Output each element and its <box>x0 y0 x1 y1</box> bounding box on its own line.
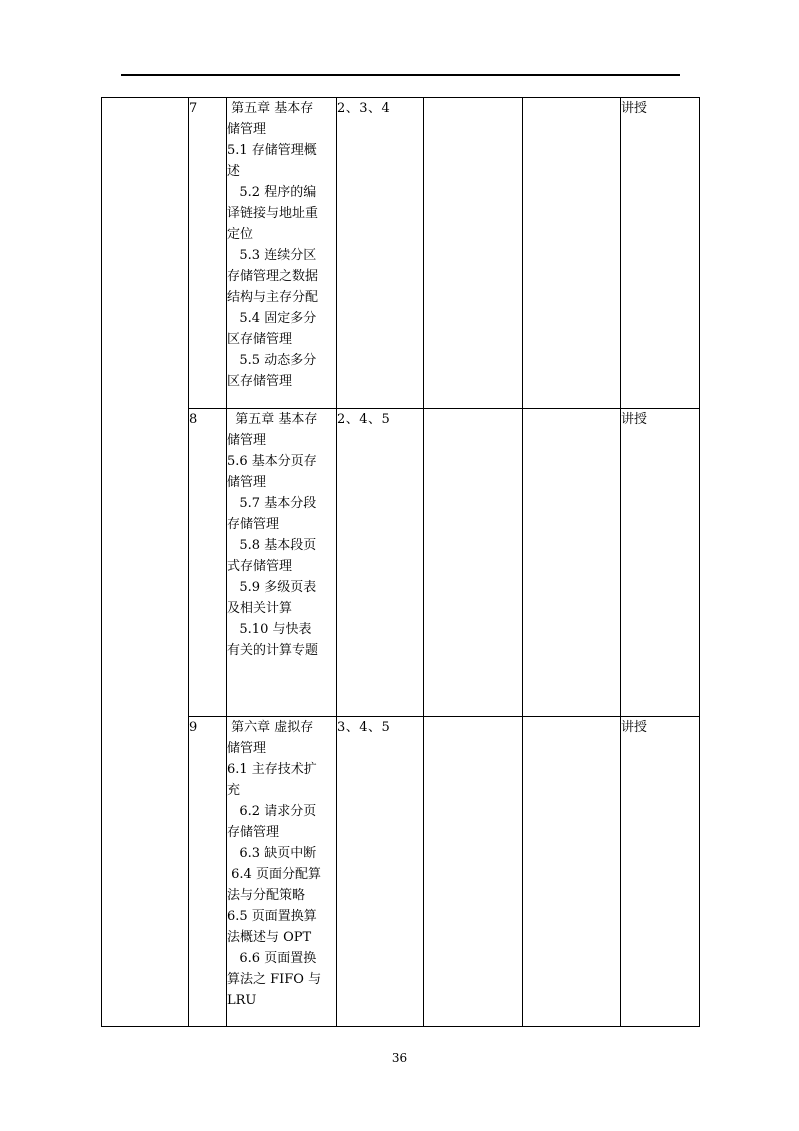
content-line: 6.1 主存技术扩 <box>227 762 317 777</box>
content-line: 5.2 程序的编 <box>227 185 317 200</box>
week-number: 8 <box>189 409 227 717</box>
objectives-cell: 3、4、5 <box>337 717 424 1027</box>
content-line: 6.6 页面置换 <box>227 951 317 966</box>
content-line: 6.5 页面置换算 <box>227 909 317 924</box>
table-row <box>102 409 700 717</box>
content-line: 储管理 <box>227 741 267 756</box>
content-line: 式存储管理 <box>227 559 293 574</box>
content-line: 储管理 <box>227 475 267 490</box>
content-line: 第六章 虚拟存 <box>227 720 314 735</box>
content-line: 译链接与地址重 <box>227 206 319 221</box>
content-line: 6.2 请求分页 <box>227 804 317 819</box>
content-line: 定位 <box>227 227 254 242</box>
content-line: 6.4 页面分配算 <box>227 867 321 882</box>
table-row <box>102 98 700 409</box>
content-line: 及相关计算 <box>227 601 293 616</box>
content-line: 有关的计算专题 <box>227 643 319 658</box>
content-line: 述 <box>227 164 241 179</box>
empty-cell <box>523 717 621 1027</box>
objectives-cell: 2、3、4 <box>337 98 424 409</box>
table-row <box>102 717 700 1027</box>
content-line: 5.6 基本分页存 <box>227 454 317 469</box>
empty-cell <box>424 409 523 717</box>
empty-cell <box>424 98 523 409</box>
content-cell <box>227 717 337 1027</box>
content-line: 5.3 连续分区 <box>227 248 317 263</box>
header-rule <box>121 74 680 76</box>
empty-cell <box>523 409 621 717</box>
empty-cell <box>424 717 523 1027</box>
content-line: 法概述与 OPT <box>227 930 312 945</box>
content-line: 5.1 存储管理概 <box>227 143 317 158</box>
method-cell: 讲授 <box>621 409 700 717</box>
week-number: 9 <box>189 717 227 1027</box>
content-line: 第五章 基本存 <box>227 412 318 427</box>
content-line: 区存储管理 <box>227 374 293 389</box>
content-line: 5.10 与快表 <box>227 622 312 637</box>
content-line: 储管理 <box>227 122 267 137</box>
content-line: 5.9 多级页表 <box>227 580 317 595</box>
content-line: 充 <box>227 783 241 798</box>
empty-cell <box>523 98 621 409</box>
content-line: 5.4 固定多分 <box>227 311 317 326</box>
content-line: 法与分配策略 <box>227 888 306 903</box>
content-line: 算法之 FIFO 与 <box>227 972 322 987</box>
content-cell <box>227 98 337 409</box>
method-cell: 讲授 <box>621 98 700 409</box>
content-line: 5.5 动态多分 <box>227 353 317 368</box>
method-cell: 讲授 <box>621 717 700 1027</box>
content-line: 结构与主存分配 <box>227 290 319 305</box>
content-line: 5.7 基本分段 <box>227 496 317 511</box>
content-line: 存储管理之数据 <box>227 269 319 284</box>
schedule-table <box>101 97 700 1027</box>
page-number: 36 <box>391 1051 408 1065</box>
content-line: 存储管理 <box>227 825 280 840</box>
content-line: 存储管理 <box>227 517 280 532</box>
content-line: LRU <box>227 993 257 1008</box>
content-line: 6.3 缺页中断 <box>227 846 317 861</box>
content-line: 5.8 基本段页 <box>227 538 317 553</box>
content-line: 储管理 <box>227 433 267 448</box>
content-cell <box>227 409 337 717</box>
content-line: 第五章 基本存 <box>227 101 314 116</box>
merged-cell <box>102 98 189 1027</box>
content-line: 区存储管理 <box>227 332 293 347</box>
objectives-cell: 2、4、5 <box>337 409 424 717</box>
week-number: 7 <box>189 98 227 409</box>
